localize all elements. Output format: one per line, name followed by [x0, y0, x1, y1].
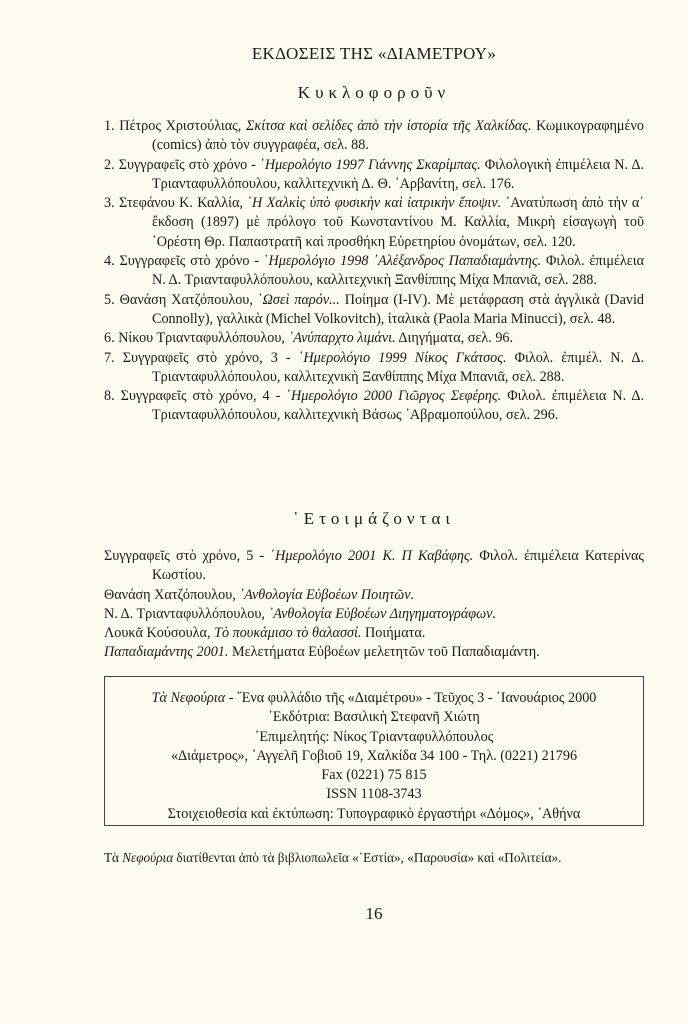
- page-number: 16: [365, 904, 383, 923]
- list-item: Ν. Δ. Τριανταφυλλόπουλου, ᾿Ανθολογία Εὐβοέων Διηγηματογράφων.: [104, 605, 496, 622]
- colophon-line: ᾿Επιμελητής: Νίκος Τριανταφυλλόπουλος: [254, 728, 494, 745]
- colophon-box: [104, 676, 644, 826]
- list-item: 8. Συγγραφεῖς στὸ χρόνο, 4 - ῾Ημερολόγιο 2000 Γιῶργος Σεφέρης. Φιλολ. ἐπιμέλεια Ν. Δ. Τριανταφυλλόπουλου, καλλιτεχνικὴ Βάσως ᾿Αβραμοπούλου, σελ. 296.: [104, 388, 645, 424]
- colophon-line: ISSN 1108-3743: [326, 786, 422, 803]
- colophon-line: «Διάμετρος», ᾿Αγγελῆ Γοβιοῦ 19, Χαλκίδα 34 100 - Τηλ. (0221) 21796: [170, 747, 578, 764]
- list-item: Λουκᾶ Κούσουλα, Τὸ πουκάμισο τὸ θαλασσί. Ποιήματα.: [104, 625, 426, 642]
- list-item: 4. Συγγραφεῖς στὸ χρόνο - ῾Ημερολόγιο 1998 ᾿Αλέξανδρος Παπαδιαμάντης. Φιλολ. ἐπιμέλεια Ν. Δ. Τριανταφυλλόπουλου, καλλιτεχνικὴ Ξανθίππης Μίχα Μπανιᾶ, σελ. 288.: [104, 253, 645, 289]
- list-item: 5. Θανάση Χατζόπουλου, ῾Ωσεὶ παρόν... Ποίημα (I-IV). Μὲ μετάφραση στὰ ἀγγλικὰ (David Connolly), γαλλικὰ (Michel Volkovitch), ἰταλικὰ (Paola Maria Minucci), σελ. 48.: [104, 291, 645, 327]
- list-item: Θανάση Χατζόπουλου, ᾿Ανθολογία Εὐβοέων Ποιητῶν.: [104, 586, 415, 603]
- list-item: 3. Στεφάνου Κ. Καλλία, ῾Η Χαλκὶς ὑπὸ φυσικὴν καὶ ἰατρικὴν ἔποψιν. ᾿Ανατύπωση ἀπὸ τὴν α΄ ἔκδοση (1897) μὲ πρόλογο τοῦ Κωνσταντίνου Μ. Καλλία, Μικρὴ εἰσαγωγὴ τοῦ ᾿Ορέστη Θρ. Παπαστρατῆ καὶ προσθήκη Εὑρετηρίου ὀνομάτων, σελ. 120.: [104, 195, 644, 250]
- section-heading-available: Κυκλοφοροῦν: [297, 83, 451, 102]
- list-item: 1. Πέτρος Χριστούλιας, Σκίτσα καὶ σελίδες ἀπὸ τὴν ἱστορία τῆς Χαλκίδας. Κωμικογραφημένο (comics) ἀπὸ τὸν συγγραφέα, σελ. 88.: [104, 118, 645, 154]
- list-item: Παπαδιαμάντης 2001. Μελετήματα Εὐβοέων μελετητῶν τοῦ Παπαδιαμάντη.: [104, 644, 540, 661]
- forthcoming-list: [104, 547, 644, 663]
- available-list: [104, 117, 644, 426]
- colophon-line: Fax (0221) 75 815: [321, 767, 427, 784]
- page-title: ΕΚΔΟΣΕΙΣ ΤΗΣ «ΔΙΑΜΕΤΡΟΥ»: [251, 44, 497, 63]
- list-item: 7. Συγγραφεῖς στὸ χρόνο, 3 - ῾Ημερολόγιο 1999 Νίκος Γκάτσος. Φιλολ. ἐπιμέλ. Ν. Δ. Τριανταφυλλόπουλου, καλλιτεχνικὴ Ξανθίππης Μίχα Μπανιᾶ, σελ. 288.: [104, 349, 645, 385]
- availability-note: Τὰ Νεφούρια διατίθενται ἀπὸ τὰ βιβλιοπωλεῖα «῾Εστία», «Παρουσία» καὶ «Πολιτεία».: [104, 850, 562, 865]
- section-heading-forthcoming: ῾Ετοιμάζονται: [293, 509, 455, 528]
- list-item: Συγγραφεῖς στὸ χρόνο, 5 - ῾Ημερολόγιο 2001 Κ. Π Καβάφης. Φιλολ. ἐπιμέλεια Κατερίνας Κωστίου.: [104, 548, 644, 584]
- list-item: 6. Νίκου Τριανταφυλλόπουλου, ᾿Ανύπαρχτο λιμάνι. Διηγήματα, σελ. 96.: [104, 330, 514, 347]
- list-item: 2. Συγγραφεῖς στὸ χρόνο - ῾Ημερολόγιο 1997 Γιάννης Σκαρίμπας. Φιλολογικὴ ἐπιμέλεια Ν. Δ. Τριανταφυλλόπουλου, καλλιτεχνικὴ Δ. Θ. ᾿Αρβανίτη, σελ. 176.: [104, 156, 645, 192]
- colophon-line: ᾿Εκδότρια: Βασιλικὴ Στεφανῆ Χιώτη: [268, 709, 480, 726]
- colophon-line: Τὰ Νεφούρια - ῞Ενα φυλλάδιο τῆς «Διαμέτρου» - Τεῦχος 3 - ᾿Ιανουάριος 2000: [151, 690, 597, 706]
- colophon-line: Στοιχειοθεσία καὶ ἐκτύπωση: Τυπογραφικὸ ἐργαστήρι «Δόμος», ᾿Αθήνα: [167, 805, 581, 822]
